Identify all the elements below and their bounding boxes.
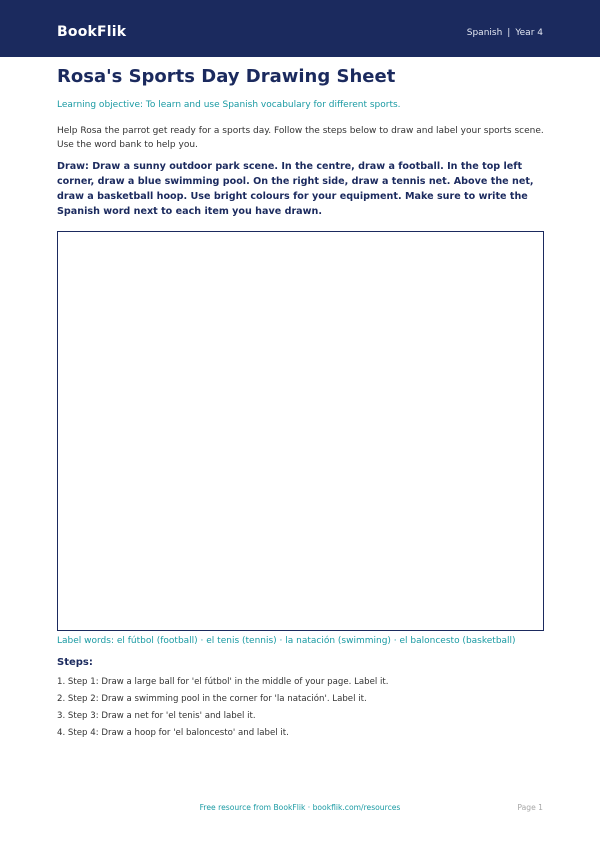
step-item-4: 4. Step 4: Draw a hoop for 'el baloncesto' and label it. (57, 728, 289, 738)
page-number: Page 1 (517, 803, 543, 812)
steps-list (57, 676, 547, 744)
steps-heading: Steps: (57, 657, 93, 668)
subject-year-meta (467, 28, 543, 38)
draw-instruction: Draw: Draw a sunny outdoor park scene. In the centre, draw a football. In the top left corner, draw a blue swimming pool. On the right side, draw a tennis net. Above the net, draw a basketball hoop. Use bright colours for your equipment. Make sure to write the Spanish word next to each item you have drawn. (57, 161, 534, 217)
intro-text: Help Rosa the parrot get ready for a sports day. Follow the steps below to draw and label your sports scene. Use the word bank to help you. (57, 126, 544, 150)
meta-separator: | (507, 28, 511, 38)
step-item-1: 1. Step 1: Draw a large ball for 'el fútbol' in the middle of your page. Label it. (57, 677, 389, 687)
learning-objective: Learning objective: To learn and use Spanish vocabulary for different sports. (57, 100, 401, 110)
top-banner (0, 0, 600, 57)
page-title: Rosa's Sports Day Drawing Sheet (57, 66, 396, 87)
step-item-2: 2. Step 2: Draw a swimming pool in the corner for 'la natación'. Label it. (57, 694, 367, 704)
drawing-area[interactable] (57, 231, 544, 631)
subject-label: Spanish (466, 28, 503, 38)
step-item-3: 3. Step 3: Draw a net for 'el tenis' and label it. (57, 711, 256, 721)
brand-logo[interactable]: BookFlik (57, 24, 127, 40)
year-label: Year 4 (515, 28, 543, 38)
footer-resource-link[interactable]: Free resource from BookFlik · bookflik.com/resources (199, 803, 401, 812)
word-bank: Label words: el fútbol (football) · el tenis (tennis) · la natación (swimming) · el baloncesto (basketball) (57, 636, 516, 646)
